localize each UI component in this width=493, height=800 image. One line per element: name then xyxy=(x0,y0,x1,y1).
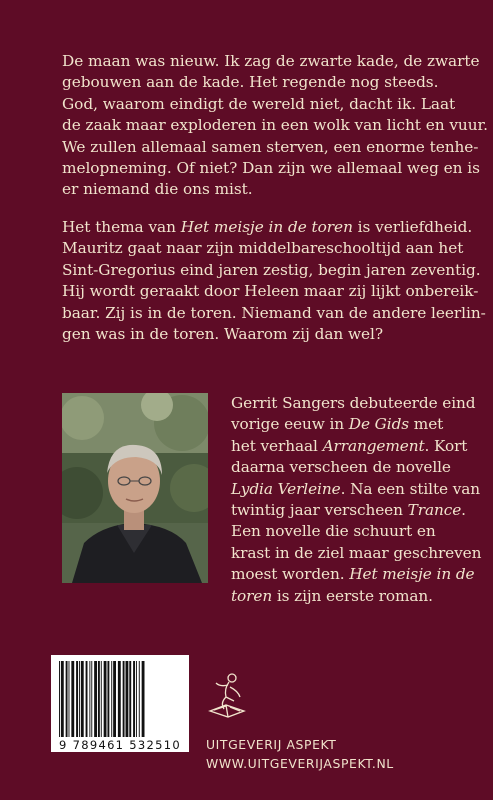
barcode-bar xyxy=(139,661,140,737)
text-line: vorige eeuw in De Gids met xyxy=(231,415,444,434)
blurb-excerpt xyxy=(62,51,488,201)
text-line: Sint-Gregorius eind jaren zestig, begin jaren zeventig. xyxy=(62,260,481,279)
text-line: Hij wordt geraakt door Heleen maar zij lijkt onbereik- xyxy=(62,282,479,301)
text-line: er niemand die ons mist. xyxy=(62,180,253,199)
barcode-bar xyxy=(71,661,74,737)
barcode-bar xyxy=(104,661,107,737)
publisher-info xyxy=(206,735,394,773)
publisher-website[interactable]: WWW.UITGEVERIJASPEKT.NL xyxy=(206,756,394,771)
text-line: daarna verscheen de novelle xyxy=(231,458,451,477)
text-line: moest worden. Het meisje in de xyxy=(231,565,475,584)
isbn-number: 9 789461 532510 xyxy=(51,738,189,752)
barcode-bar xyxy=(111,661,112,737)
text-line: Mauritz gaat naar zijn middelbareschooltijd aan het xyxy=(62,239,464,258)
text-line: krast in de ziel maar geschreven xyxy=(231,543,482,562)
barcode-bar xyxy=(118,661,121,737)
barcode-bar xyxy=(101,661,102,737)
text-line: Lydia Verleine. Na een stilte van xyxy=(231,479,481,498)
text-line: We zullen allemaal samen sterven, een enorme tenhe- xyxy=(62,137,479,156)
barcode-bar xyxy=(107,661,109,737)
blurb-theme xyxy=(62,217,486,345)
text-line: gen was in de toren. Waarom zij dan wel? xyxy=(62,325,384,344)
barcode-bar xyxy=(142,661,145,737)
barcode-bar xyxy=(81,661,84,737)
barcode-bar xyxy=(123,661,125,737)
barcode-bar xyxy=(136,661,137,737)
barcode-bar xyxy=(59,661,60,737)
barcode-bar xyxy=(86,661,88,737)
text-line: melopneming. Of niet? Dan zijn we allemaal weg en is xyxy=(62,159,480,178)
barcode-bar xyxy=(133,661,135,737)
barcode-bar xyxy=(69,661,70,737)
reading-figure-logo-icon xyxy=(206,671,248,725)
barcode-bar xyxy=(113,661,116,737)
text-line: God, waarom eindigt de wereld niet, dacht ik. Laat xyxy=(62,94,456,113)
text-line: Gerrit Sangers debuteerde eind xyxy=(231,394,476,412)
book-title: Het meisje in de toren xyxy=(180,218,353,236)
barcode-bar xyxy=(76,661,78,737)
text-line: twintig jaar verscheen Trance. xyxy=(231,501,466,520)
barcode-bar xyxy=(129,661,131,737)
text-line: het verhaal Arrangement. Kort xyxy=(231,436,468,455)
publisher-name: UITGEVERIJ ASPEKT xyxy=(206,737,337,752)
author-portrait xyxy=(62,393,208,583)
text-line: Een novelle die schuurt en xyxy=(231,522,436,541)
text-line: baar. Zij is in de toren. Niemand van de andere leerlin- xyxy=(62,303,486,322)
text-line: toren is zijn eerste roman. xyxy=(231,586,433,605)
barcode-bar xyxy=(66,661,68,737)
barcode-bar xyxy=(91,661,92,737)
barcode-bar xyxy=(94,661,97,737)
text-line: Het thema van Het meisje in de toren is verliefdheid. xyxy=(62,218,473,236)
text-line: De maan was nieuw. Ik zag de zwarte kade, de zwarte xyxy=(62,52,480,70)
barcode-bar xyxy=(61,661,64,737)
barcode-bar xyxy=(89,661,90,737)
text-line: de zaak maar exploderen in een wolk van licht en vuur. xyxy=(62,116,488,135)
barcode-bar xyxy=(98,661,100,737)
text-line: gebouwen aan de kade. Het regende nog steeds. xyxy=(62,73,439,92)
barcode-bar xyxy=(126,661,129,737)
author-bio xyxy=(231,393,482,607)
barcode-bar xyxy=(79,661,80,737)
